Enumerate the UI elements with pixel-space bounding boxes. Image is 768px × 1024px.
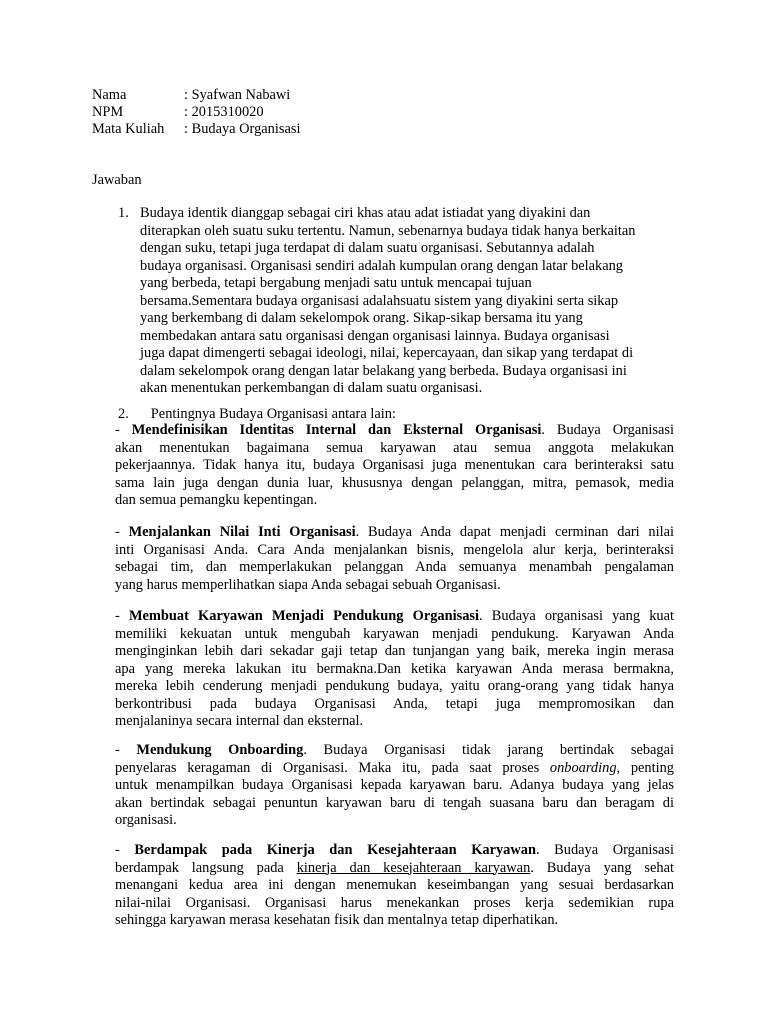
text-run: . Budaya yang sehat (530, 859, 674, 876)
text-line (115, 422, 674, 440)
item-heading: Pentingnya Budaya Organisasi antara lain: (150, 406, 396, 422)
text-line: yang berkembang di dalam sekelompok orang. Sikap-sikap bersama itu yang (140, 310, 583, 326)
text-line: menjalaninya secara internal dan eksternal. (115, 713, 364, 729)
text-line: inti Organisasi Anda. Cara Anda menjalankan bisnis, mengelola alur kerja, berinteraksi (115, 541, 674, 558)
text-line (115, 608, 674, 626)
text-line (115, 842, 674, 860)
dash: - (115, 608, 129, 624)
point-kinerja (115, 842, 674, 930)
text-line: sehingga karyawan merasa kesehatan fisik dan mentalnya tetap diperhatikan. (115, 912, 559, 928)
text-line: diterapkan oleh suatu suku tertentu. Namun, sebenarnya budaya tidak hanya berkaitan (140, 222, 636, 239)
point-nilai-inti (115, 524, 674, 594)
point-onboarding (115, 742, 674, 830)
dash: - (115, 422, 132, 438)
jawaban-heading: Jawaban (92, 172, 142, 188)
info-label: Nama (92, 87, 127, 103)
text-run: penyelaras keragaman di Organisasi. Maka itu, pada saat proses (115, 759, 550, 776)
info-value: : 2015310020 (184, 104, 264, 120)
text-line: dengan suku, tetapi juga terdapat di dalam suatu organisasi. Sebutannya adalah (140, 240, 595, 256)
student-info (92, 87, 300, 138)
text-line: untuk menampilkan budaya Organisasi kepada karyawan baru. Adanya budaya yang jelas (115, 777, 674, 793)
text-run: , penting (616, 759, 674, 776)
item-number: 1. (118, 205, 129, 221)
info-value: : Syafwan Nabawi (184, 87, 291, 103)
text-line: akan menentukan bagaimana semua karyawan atau semua anggota melakukan (115, 439, 674, 456)
info-row-nama (92, 87, 300, 104)
text-run: . Budaya Organisasi (541, 422, 674, 438)
text-line: mereka lebih cenderung menjadi pendukung budaya, yaitu orang-orang yang tidak hanya (115, 678, 674, 694)
point-title: Menjalankan Nilai Inti Organisasi (128, 524, 356, 540)
text-line (115, 742, 674, 760)
dash: - (115, 524, 129, 540)
point-identitas (115, 422, 674, 510)
point-title: Mendukung Onboarding (136, 742, 304, 758)
dash: - (115, 842, 135, 858)
text-run: . Budaya Organisasi tidak jarang bertindak sebagai (303, 742, 675, 758)
text-line: sama lain juga dengan dunia luar, khususnya dengan pelanggan, mitra, pemasok, media (115, 474, 674, 491)
text-line: sebagai tim, dan memperlakukan pelanggan Anda semuanya menambah pengalaman (115, 559, 674, 575)
text-run: berdampak langsung pada (115, 859, 297, 876)
text-line: nilai-nilai Organisasi. Organisasi harus menekankan proses kerja sedemikian rupa (115, 894, 674, 911)
item-number: 2. (118, 406, 129, 422)
text-line: dalam sekelompok orang dengan latar belakang yang berbeda. Budaya organisasi ini (140, 362, 627, 379)
text-run: . Budaya Anda dapat menjadi cerminan dari nilai (355, 524, 675, 540)
italic-term: onboarding (549, 759, 617, 776)
info-row-npm (92, 104, 300, 121)
text-line: yang harus memperlihatkan siapa Anda sebagai sebuah Organisasi. (115, 576, 501, 593)
point-title: Berdampak pada Kinerja dan Kesejahteraan Karyawan (134, 842, 536, 858)
answer-item-1 (118, 205, 658, 398)
text-run: . Budaya Organisasi (535, 842, 674, 858)
text-line: juga dapat dimengerti sebagai ideologi, nilai, kepercayaan, dan sikap yang terdapat di (140, 345, 634, 361)
info-label: NPM (92, 104, 124, 120)
text-line (115, 524, 674, 542)
point-title: Membuat Karyawan Menjadi Pendukung Organisasi (128, 608, 479, 624)
dash: - (115, 742, 137, 758)
text-line: menangani kedua area ini dengan menemukan keseimbangan yang sesuai berdasarkan (115, 877, 674, 893)
text-line: memiliki kekuatan untuk mengubah karyawan menjadi pendukung. Karyawan Anda (115, 625, 674, 642)
text-line: akan bertindak sebagai penuntun karyawan baru di tengah suasana baru dan beragam di (115, 794, 674, 811)
answer-item-2-heading (118, 406, 396, 423)
hyperlink-kinerja[interactable]: kinerja dan kesejahteraan karyawan (296, 859, 531, 876)
point-title: Mendefinisikan Identitas Internal dan Eksternal Organisasi (131, 422, 542, 438)
text-line: yang berbeda, tetapi bergabung menjadi satu untuk mencapai tujuan (140, 275, 532, 291)
text-line: Budaya identik dianggap sebagai ciri khas atau adat istiadat yang diyakini dan (140, 205, 591, 221)
point-pendukung (115, 608, 674, 731)
text-line (115, 860, 674, 878)
info-row-mata-kuliah (92, 121, 300, 138)
info-value: : Budaya Organisasi (184, 121, 301, 137)
text-line: apa yang mereka lakukan itu bermakna.Dan ketika karyawan Anda merasa bermakna, (115, 660, 674, 677)
text-line: menginginkan lebih dari sekadar gaji tetap dan tunjangan yang baik, mereka ingin merasa (115, 643, 674, 659)
text-line: budaya organisasi. Organisasi sendiri adalah kumpulan orang dengan latar belakang (140, 257, 624, 274)
text-line: berkontribusi pada budaya Organisasi Anda, tetapi juga mempromosikan dan (115, 695, 674, 712)
text-line: bersama.Sementara budaya organisasi adalahsuatu sistem yang diyakini serta sikap (140, 292, 619, 309)
text-run: . Budaya organisasi yang kuat (479, 608, 675, 624)
text-line: akan menentukan perkembangan di dalam suatu organisasi. (140, 380, 483, 396)
text-line: pekerjaannya. Tidak hanya itu, budaya Organisasi juga menentukan cara berinteraksi satu (115, 457, 674, 473)
text-line (115, 760, 674, 778)
info-label: Mata Kuliah (92, 121, 165, 137)
text-line: organisasi. (115, 812, 177, 828)
text-line: membedakan antara satu organisasi dengan organisasi lainnya. Budaya organisasi (140, 327, 610, 344)
text-line: dan semua pemangku kepentingan. (115, 492, 318, 508)
